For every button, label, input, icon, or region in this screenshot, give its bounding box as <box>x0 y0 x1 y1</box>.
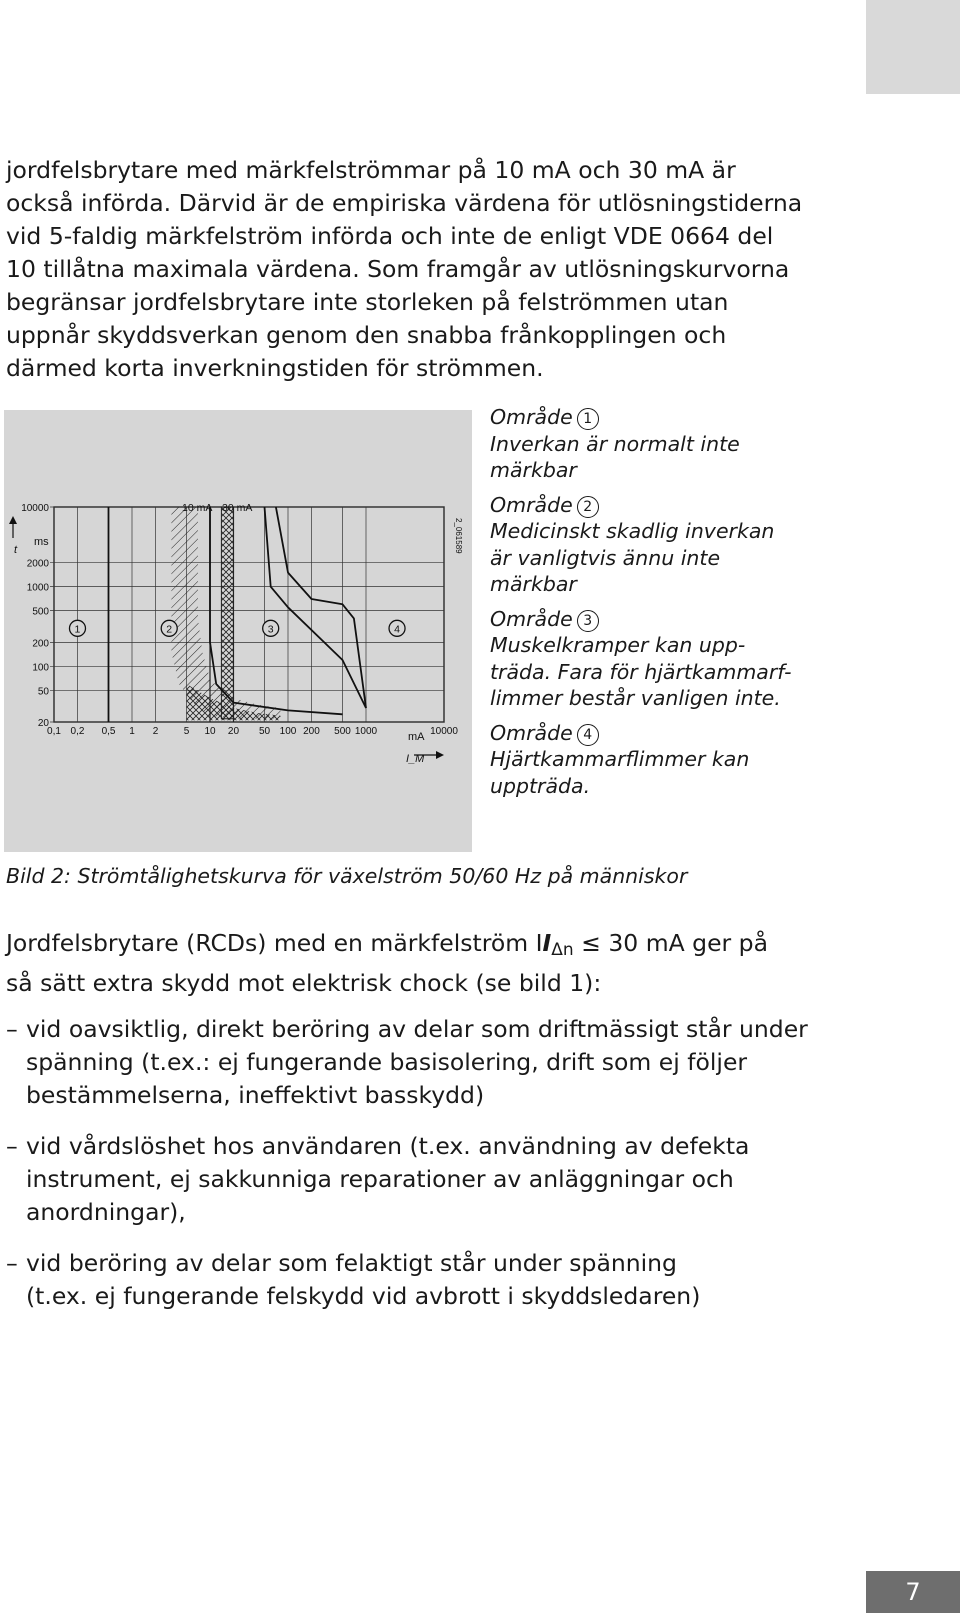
x-tick-label: 0,1 <box>47 726 61 737</box>
y-tick-label: 500 <box>32 606 49 618</box>
legend-text: märkbar <box>490 572 577 596</box>
current-tolerance-chart <box>4 410 472 852</box>
bullet-list <box>6 1013 808 1331</box>
legend-text: träda. Fara för hjärtkammarf- <box>490 659 792 684</box>
legend-title: Område <box>490 492 573 517</box>
y-tick-label: 50 <box>37 686 49 698</box>
text-line: vid beröring av delar som felaktigt står under spänning <box>26 1249 677 1277</box>
legend-title: Område <box>490 405 573 429</box>
x-tick-label: 100 <box>279 726 297 737</box>
x-tick-label: 0,2 <box>70 726 85 737</box>
circled-number-4: 4 <box>577 724 599 746</box>
legend-title: Område <box>490 720 573 745</box>
text-line: instrument, ej sakkunniga reparationer av anläggningar och <box>26 1165 734 1193</box>
text-line: begränsar jordfelsbrytare inte storleken på felströmmen utan <box>6 288 729 316</box>
y-tick-label: 100 <box>32 662 49 674</box>
text-line: anordningar), <box>26 1198 186 1226</box>
legend-text: Medicinskt skadlig inverkan <box>490 519 775 543</box>
y-tick-label: 10000 <box>21 503 49 514</box>
legend-title: Område <box>490 606 573 631</box>
legend-text: märkbar <box>490 458 577 482</box>
chart-series <box>109 507 367 722</box>
bullet-dash: – <box>6 1132 18 1160</box>
text-line: (t.ex. ej fungerande felskydd vid avbrott i skyddsledaren) <box>26 1282 701 1310</box>
x-tick-label: 20 <box>227 726 240 737</box>
y-tick-label: 2000 <box>26 558 49 570</box>
page-tab-marker <box>866 0 960 94</box>
y-tick-label: 200 <box>32 638 49 650</box>
x-axis-unit: mA <box>408 731 425 743</box>
x-tick-label: 2 <box>152 726 159 737</box>
y-axis-unit: ms <box>34 536 49 548</box>
legend-text: Hjärtkammarflimmer kan <box>490 747 750 771</box>
rcd-30ma-label: 30 mA <box>222 502 253 514</box>
x-tick-label: 1 <box>129 726 135 737</box>
curve-line <box>265 507 367 708</box>
text-line: därmed korta inverkningstiden för strömmen. <box>6 354 544 382</box>
text-line: bestämmelserna, ineffektivt basskydd) <box>26 1081 485 1109</box>
text-line: också införda. Därvid är de empiriska värdena för utlösningstiderna <box>6 189 803 217</box>
region-legend <box>490 404 810 807</box>
region-marker-label: 1 <box>74 623 81 636</box>
y-axis-label: t <box>14 544 18 556</box>
region-marker-label: 4 <box>394 623 400 636</box>
text-segment: 30 mA ger på <box>600 929 768 957</box>
rcd-paragraph <box>6 927 796 1000</box>
figure-caption: Bild 2: Strömtålighetskurva för växelström 50/60 Hz på människor <box>6 864 688 888</box>
legend-item <box>490 492 810 598</box>
y-tick-label: 1000 <box>26 582 49 594</box>
text-line: vid 5-faldig märkfelström införda och inte de enligt VDE 0664 del <box>6 222 774 250</box>
chart-regions <box>171 507 280 722</box>
x-tick-label: 500 <box>334 726 351 737</box>
legend-item <box>490 606 810 712</box>
text-line: 10 tillåtna maximala värdena. Som framgår av utlösningskurvorna <box>6 255 790 283</box>
page-number: 7 <box>866 1571 960 1613</box>
plot-frame <box>54 507 444 722</box>
x-tick-label: 50 <box>258 726 271 737</box>
current-subscript: Δn <box>551 940 574 960</box>
text-segment: Jordfelsbrytare (RCDs) med en märkfelström I <box>6 929 543 957</box>
leq-symbol: ≤ <box>581 929 601 957</box>
legend-text: limmer består vanligen inte. <box>490 686 781 710</box>
text-line: spänning (t.ex.: ej fungerande basisolering, drift som ej följer <box>26 1048 748 1076</box>
circled-number-1: 1 <box>577 408 599 430</box>
hatched-band-30ma <box>221 507 233 719</box>
legend-item <box>490 720 810 800</box>
x-axis-arrowhead <box>436 751 444 759</box>
x-tick-label: 5 <box>183 726 190 737</box>
y-tick-label: 20 <box>37 718 49 729</box>
list-item <box>6 1247 796 1313</box>
x-tick-label: 10 <box>204 726 216 737</box>
current-symbol: I <box>542 929 552 957</box>
list-item <box>6 1130 796 1229</box>
x-tick-label: 200 <box>303 726 320 737</box>
text-line: så sätt extra skydd mot elektrisk chock (se bild 1): <box>6 969 602 997</box>
circled-number-3: 3 <box>577 610 599 632</box>
bullet-dash: – <box>6 1249 18 1277</box>
region-marker-label: 2 <box>166 623 173 636</box>
intro-paragraph <box>6 154 803 385</box>
x-axis-label: I_M <box>406 753 425 765</box>
text-line: uppnår skyddsverkan genom den snabba frånkopplingen och <box>6 321 727 349</box>
text-line: vid vårdslöshet hos användaren (t.ex. användning av defekta <box>26 1132 750 1160</box>
legend-text: uppträda. <box>490 773 591 798</box>
text-line: jordfelsbrytare med märkfelströmmar på 10 mA och 30 mA är <box>6 156 736 184</box>
x-tick-label: 1000 <box>354 726 378 737</box>
legend-item <box>490 404 810 484</box>
legend-text: Inverkan är normalt inte <box>490 431 740 456</box>
rcd-10ma-label: 10 mA <box>182 502 213 514</box>
circled-number-2: 2 <box>577 496 599 518</box>
legend-text: Muskelkramper kan upp- <box>490 633 746 657</box>
text-line: vid oavsiktlig, direkt beröring av delar som driftmässigt står under <box>26 1015 808 1043</box>
legend-text: är vanligtvis ännu inte <box>490 545 721 570</box>
y-axis-arrowhead <box>9 516 17 524</box>
chart-svg <box>4 410 472 852</box>
x-tick-label: 0,5 <box>101 726 116 737</box>
bullet-dash: – <box>6 1015 18 1043</box>
region-marker-label: 3 <box>267 623 274 636</box>
list-item <box>6 1013 808 1112</box>
x-tick-label: 10000 <box>430 726 458 737</box>
figure-code: 2_061589 <box>454 518 463 554</box>
